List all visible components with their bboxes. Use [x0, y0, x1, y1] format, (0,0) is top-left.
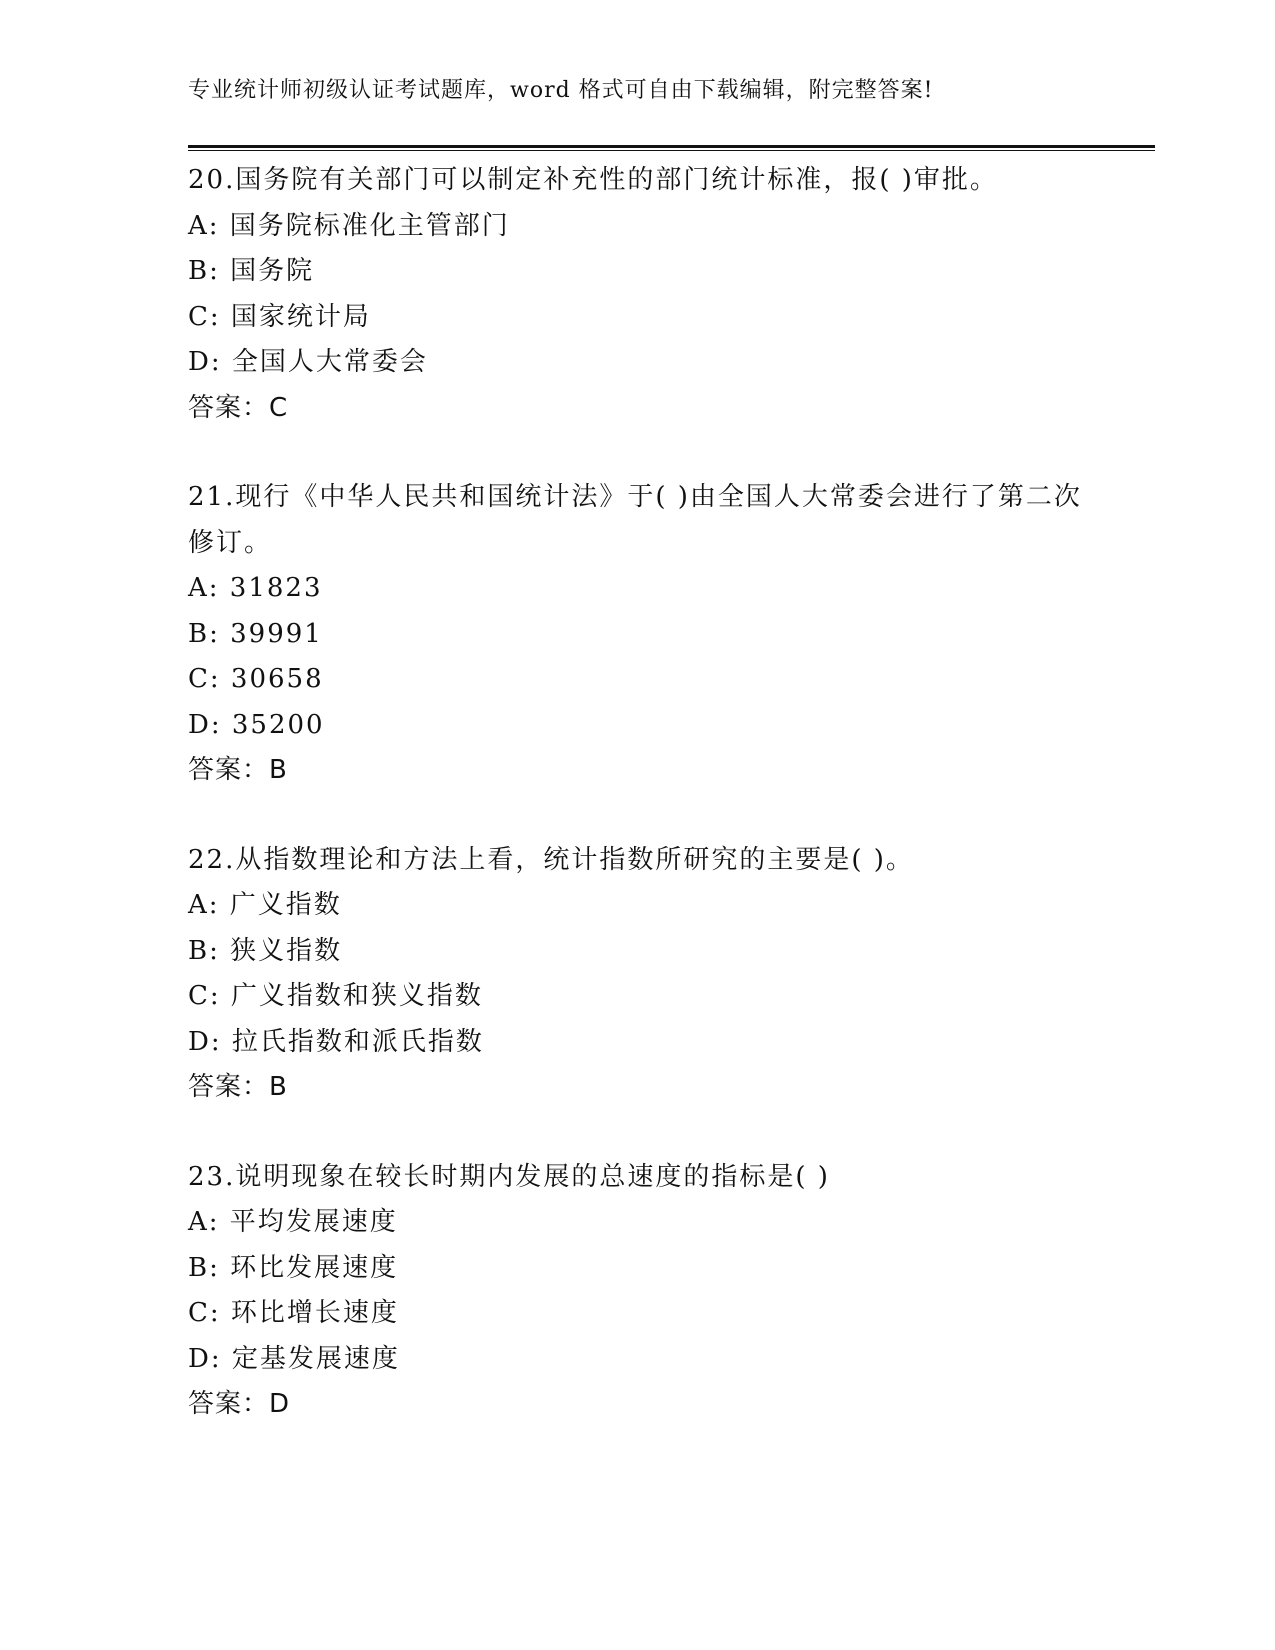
- question-21: [188, 475, 1128, 794]
- option-d: D: 定基发展速度: [188, 1343, 400, 1374]
- answer: 答案：C: [188, 392, 289, 423]
- question-20: [188, 158, 1128, 431]
- option-d: D: 全国人大常委会: [188, 347, 428, 377]
- answer: 答案：B: [188, 755, 288, 785]
- option-b: B: 环比发展速度: [188, 1252, 399, 1283]
- option-a: A: 广义指数: [188, 890, 342, 920]
- question-stem: 21.现行《中华人民共和国统计法》于( )由全国人大常委会进行了第二次修订。: [188, 482, 1082, 558]
- answer: 答案：D: [188, 1389, 291, 1419]
- option-d: D: 35200: [188, 709, 325, 740]
- answer: 答案：B: [188, 1072, 288, 1102]
- option-a: A: 国务院标准化主管部门: [188, 210, 510, 241]
- option-a: A: 平均发展速度: [188, 1207, 398, 1237]
- header-divider: [188, 145, 1155, 151]
- option-d: D: 拉氏指数和派氏指数: [188, 1026, 484, 1057]
- question-stem: 22.从指数理论和方法上看，统计指数所研究的主要是( )。: [188, 844, 914, 875]
- option-c: C: 国家统计局: [188, 301, 371, 332]
- option-c: C: 30658: [188, 664, 324, 694]
- option-b: B: 39991: [188, 618, 323, 649]
- question-stem: 20.国务院有关部门可以制定补充性的部门统计标准，报( )审批。: [188, 165, 998, 195]
- question-23: [188, 1155, 1128, 1428]
- page-header: 专业统计师初级认证考试题库，word 格式可自由下载编辑，附完整答案!: [188, 78, 934, 103]
- option-c: C: 环比增长速度: [188, 1298, 399, 1328]
- question-list: [188, 158, 1128, 1472]
- option-a: A: 31823: [188, 573, 323, 603]
- option-c: C: 广义指数和狭义指数: [188, 981, 483, 1011]
- question-stem: 23.说明现象在较长时期内发展的总速度的指标是( ): [188, 1161, 830, 1192]
- question-22: [188, 838, 1128, 1111]
- option-b: B: 狭义指数: [188, 935, 343, 966]
- option-b: B: 国务院: [188, 256, 315, 286]
